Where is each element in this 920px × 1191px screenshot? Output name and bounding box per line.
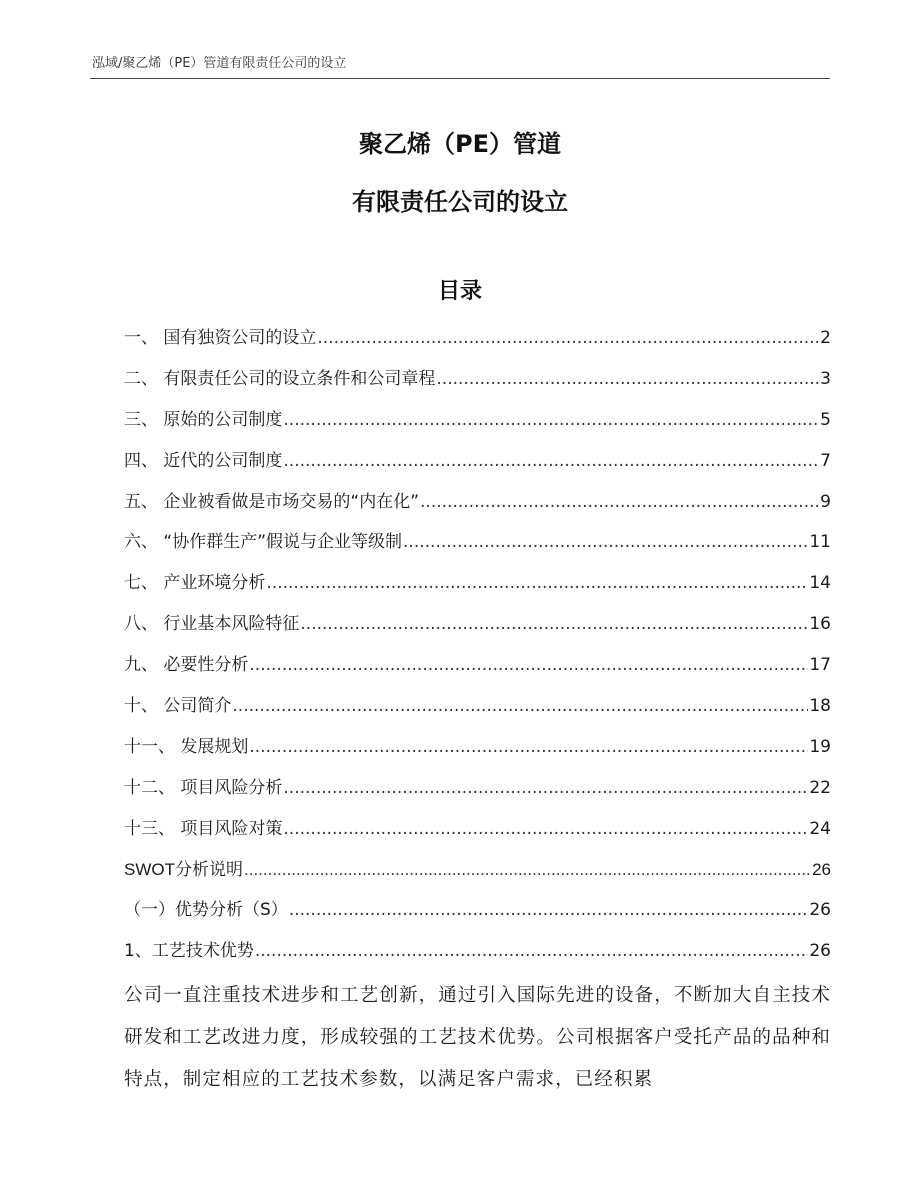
toc-entry[interactable]: [124, 609, 831, 650]
running-header: 泓域/聚乙烯（PE）管道有限责任公司的设立: [92, 56, 347, 71]
toc-dot-leader: [249, 655, 808, 675]
toc-page-number: 26: [812, 859, 831, 879]
toc-page-number: 18: [809, 696, 831, 717]
toc-dot-leader: [300, 614, 808, 634]
toc-dot-leader: [420, 492, 819, 512]
toc-heading: 目录: [437, 279, 482, 304]
toc-dot-leader: [289, 900, 809, 920]
toc-page-number: 9: [820, 491, 831, 512]
toc-entry[interactable]: [124, 487, 831, 528]
toc-entry-title: 九、 必要性分析: [124, 655, 249, 676]
toc-entry[interactable]: [124, 895, 831, 936]
toc-page-number: 3: [820, 368, 831, 389]
toc-entry-title: 十三、 项目风险对策: [124, 818, 283, 839]
header-divider: [90, 78, 830, 79]
toc-dot-leader: [283, 451, 819, 471]
toc-entry-title: 四、 近代的公司制度: [124, 450, 283, 471]
toc-page-number: 22: [809, 777, 831, 798]
toc-page-number: 16: [809, 614, 831, 635]
toc-dot-leader: [283, 819, 808, 839]
toc-entry[interactable]: [124, 936, 831, 977]
toc-dot-leader: [436, 369, 819, 389]
toc-dot-leader: [266, 573, 808, 593]
toc-entry-title: 三、 原始的公司制度: [124, 409, 283, 430]
toc-dot-leader: [255, 941, 809, 961]
document-title-line-1: 聚乙烯（PE）管道: [359, 130, 561, 158]
toc-entry[interactable]: [124, 405, 831, 446]
toc-entry[interactable]: [124, 855, 831, 896]
toc-entry-title: 八、 行业基本风险特征: [124, 614, 300, 635]
toc-entry-title: 七、 产业环境分析: [124, 573, 266, 594]
toc-page-number: 17: [809, 655, 831, 676]
toc-page-number: 7: [820, 450, 831, 471]
toc-entry[interactable]: [124, 323, 831, 364]
toc-dot-leader: [317, 328, 819, 348]
document-title-line-2: 有限责任公司的设立: [352, 188, 568, 216]
toc-dot-leader: [283, 778, 808, 798]
toc-page-number: 5: [820, 409, 831, 430]
toc-entry[interactable]: [124, 364, 831, 405]
toc-entry-title: 一、 国有独资公司的设立: [124, 328, 317, 348]
toc-entry[interactable]: [124, 527, 831, 568]
toc-entry-title: 1、工艺技术优势: [124, 941, 254, 962]
toc-dot-leader: [232, 696, 808, 716]
body-paragraph: 公司一直注重技术进步和工艺创新，通过引入国际先进的设备，不断加大自主技术研发和工艺改进力度，形成较强的工艺技术优势。公司根据客户受托产品的品种和特点，制定相应的工艺技术参数，以满足客户需求，已经积累: [124, 985, 831, 1090]
toc-entry[interactable]: [124, 773, 831, 814]
table-of-contents: [124, 323, 831, 977]
toc-page-number: 14: [809, 573, 831, 594]
toc-entry-title: SWOT分析说明: [124, 859, 243, 879]
toc-entry-title: 六、 “协作群生产”假说与企业等级制: [124, 532, 403, 553]
toc-page-number: 26: [809, 900, 831, 921]
toc-dot-leader: [403, 532, 808, 552]
toc-entry[interactable]: [124, 732, 831, 773]
toc-page-number: 24: [809, 818, 831, 839]
toc-dot-leader: [244, 860, 811, 880]
toc-entry-title: 十二、 项目风险分析: [124, 777, 283, 798]
toc-dot-leader: [249, 737, 808, 757]
toc-entry-title: 十、 公司简介: [124, 696, 232, 717]
toc-page-number: 26: [809, 941, 831, 962]
toc-entry[interactable]: [124, 650, 831, 691]
toc-page-number: 2: [820, 328, 831, 348]
toc-entry[interactable]: [124, 446, 831, 487]
toc-entry-title: 五、 企业被看做是市场交易的“内在化”: [124, 491, 420, 512]
toc-entry[interactable]: [124, 568, 831, 609]
toc-entry[interactable]: [124, 814, 831, 855]
toc-entry-title: （一）优势分析（S）: [124, 900, 288, 921]
toc-entry[interactable]: [124, 691, 831, 732]
toc-page-number: 19: [809, 736, 831, 757]
toc-page-number: 11: [809, 532, 831, 553]
toc-entry-title: 十一、 发展规划: [124, 736, 249, 757]
toc-entry-title: 二、 有限责任公司的设立条件和公司章程: [124, 368, 436, 389]
toc-dot-leader: [283, 410, 819, 430]
